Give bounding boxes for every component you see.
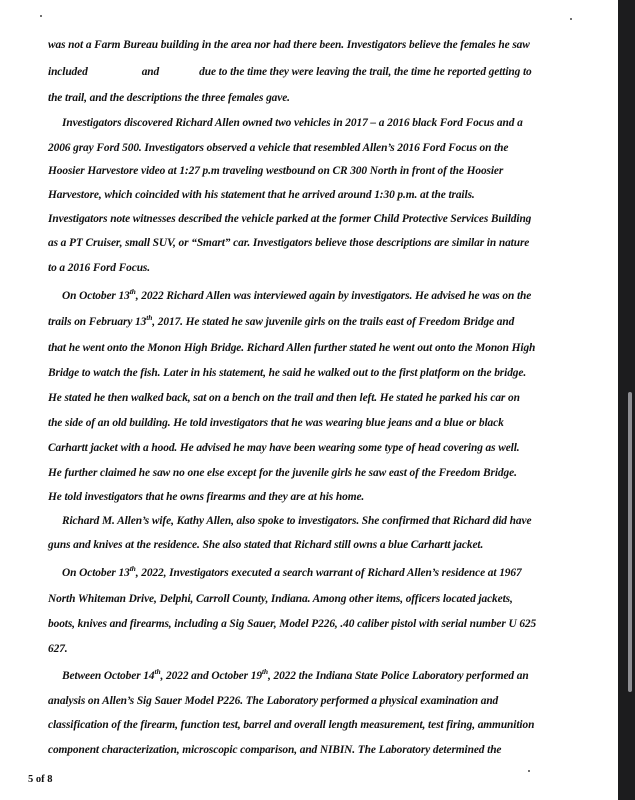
text-line: trails on February 13th, 2017. He stated he saw juvenile girls on the trails east of Freedom Bridge and <box>48 313 515 328</box>
text-line: Richard M. Allen’s wife, Kathy Allen, also spoke to investigators. She confirmed that Richard did have <box>62 515 532 527</box>
text-line: classification of the firearm, function test, barrel and overall length measurement, test firing, ammunition <box>48 719 535 731</box>
text-line: that he went onto the Monon High Bridge. Richard Allen further stated he went out onto the Monon High <box>48 342 536 354</box>
scan-speck <box>570 18 572 20</box>
text-line: as a PT Cruiser, small SUV, or “Smart” car. Investigators believe those descriptions are similar in nature <box>48 237 530 249</box>
text-line: component characterization, microscopic comparison, and NIBIN. The Laboratory determined the <box>48 744 502 756</box>
text-line: He further claimed he saw no one else except for the juvenile girls he saw east of the Freedom Bridge. <box>48 467 517 479</box>
text-line: to a 2016 Ford Focus. <box>48 262 151 274</box>
text-line: Between October 14th, 2022 and October 19th, 2022 the Indiana State Police Laboratory performed an <box>62 667 529 682</box>
text-line: Investigators discovered Richard Allen owned two vehicles in 2017 – a 2016 black Ford Focus and a <box>62 117 523 129</box>
scan-speck <box>528 770 530 772</box>
text-line: Hoosier Harvestore video at 1:27 p.m traveling westbound on CR 300 North in front of the Hoosier <box>48 165 504 177</box>
text-line: boots, knives and firearms, including a Sig Sauer, Model P226, .40 caliber pistol with serial number U 625 <box>48 618 537 630</box>
text-line: He told investigators that he owns firearms and they are at his home. <box>48 491 365 503</box>
text-line: On October 13th, 2022 Richard Allen was interviewed again by investigators. He advised he was on the <box>62 287 532 302</box>
text-line: included and due to the time they were leaving the trail, the time he reported getting to <box>48 66 532 78</box>
text-line: guns and knives at the residence. She also stated that Richard still owns a blue Carhartt jacket. <box>48 539 484 551</box>
page-number: 5 of 8 <box>28 774 53 785</box>
text-line: Harvestore, which coincided with his statement that he arrived around 1:30 p.m. at the trails. <box>48 189 475 201</box>
text-line: 627. <box>48 643 68 655</box>
text-line: was not a Farm Bureau building in the area nor had there been. Investigators believe the females he saw <box>48 39 530 51</box>
text-line: the trail, and the descriptions the three females gave. <box>48 92 290 104</box>
text-line: analysis on Allen’s Sig Sauer Model P226. The Laboratory performed a physical examination and <box>48 695 499 707</box>
text-line: North Whiteman Drive, Delphi, Carroll County, Indiana. Among other items, officers located jackets, <box>48 593 513 605</box>
scan-speck <box>40 15 42 17</box>
text-line: 2006 gray Ford 500. Investigators observed a vehicle that resembled Allen’s 2016 Ford Focus on the <box>48 142 509 154</box>
text-line: He stated he then walked back, sat on a bench on the trail and then left. He stated he parked his car on <box>48 392 520 404</box>
text-line: On October 13th, 2022, Investigators executed a search warrant of Richard Allen’s residence at 1967 <box>62 564 522 579</box>
text-line: Investigators note witnesses described the vehicle parked at the former Child Protective Services Building <box>48 213 532 225</box>
scrollbar-thumb[interactable] <box>628 392 632 692</box>
text-line: Carhartt jacket with a hood. He advised he may have been wearing some type of head covering as well. <box>48 442 520 454</box>
text-line: Bridge to watch the fish. Later in his statement, he said he walked out to the first platform on the bridge. <box>48 367 527 379</box>
text-line: the side of an old building. He told investigators that he was wearing blue jeans and a blue or black <box>48 417 504 429</box>
